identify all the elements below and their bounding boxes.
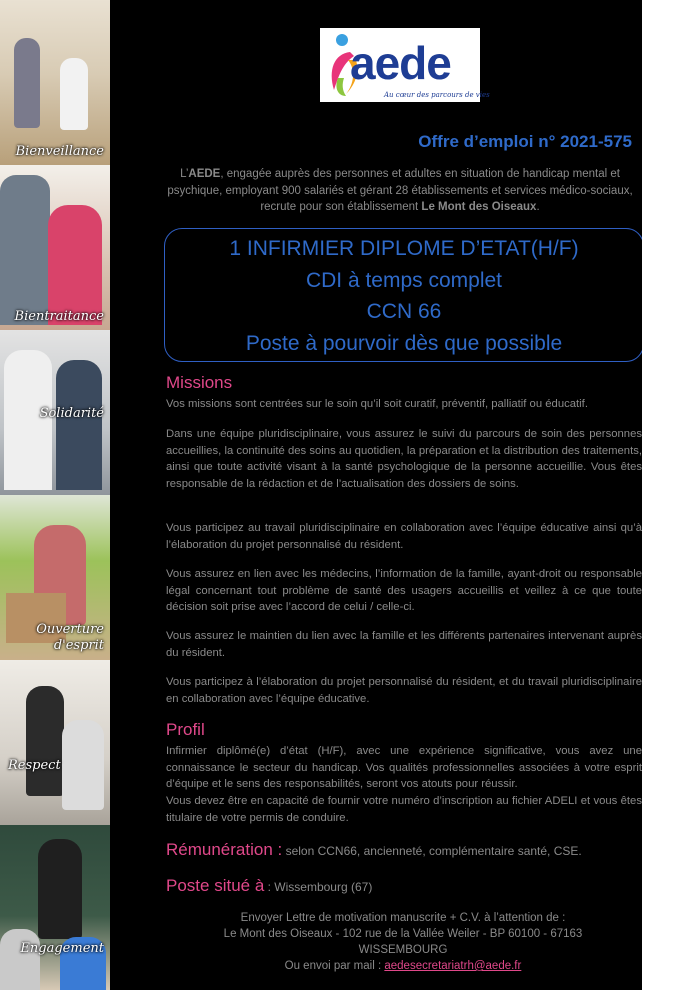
location-line — [166, 876, 372, 896]
establishment-name: Le Mont des Oiseaux — [421, 201, 537, 213]
tile-label: Solidarité — [39, 406, 104, 421]
photo-tile-bienveillance — [0, 0, 110, 165]
intro-part: . — [536, 201, 540, 213]
remuneration-line — [166, 840, 582, 860]
offer-number: Offre d’emploi n° 2021-575 — [418, 132, 632, 151]
email-link[interactable]: aedesecretariatrh@aede.fr — [384, 960, 522, 972]
job-convention: CCN 66 — [366, 300, 442, 323]
tile-label: Bientraitance — [14, 309, 104, 324]
missions-paragraph: Vous assurez en lien avec les médecins, l’information de la famille, ayant-droit ou responsable légal concernant tout problème de santé des usagers accueillis et veillez à ce que toute décision soit prise avec l’accord de celui / celle-ci. — [166, 568, 642, 613]
missions-paragraph: Vos missions sont centrées sur le soin qu’il soit curatif, préventif, palliatif ou éducatif. — [166, 398, 588, 410]
profil-paragraph: Vous devez être en capacité de fournir votre numéro d’inscription au fichier ADELI et vous êtes titulaire de votre permis de conduire. — [166, 795, 642, 824]
location-value: : Wissembourg (67) — [264, 880, 373, 894]
tile-label — [36, 622, 104, 654]
photo-person — [48, 205, 102, 325]
photo-person — [26, 686, 64, 796]
tile-label-line: d'esprit — [53, 638, 104, 653]
intro-part: L’ — [180, 168, 189, 180]
footer-line — [164, 958, 642, 974]
intro-text — [160, 166, 640, 216]
logo-tagline: Au cœur des parcours de vies — [384, 91, 490, 99]
tile-label-line: Ouverture — [36, 622, 104, 637]
missions-paragraph: Vous participez à l’élaboration du projet personnalisé du résident, et du travail pluridisciplinaire en collaboration avec l’équipe éducative. — [166, 676, 642, 705]
job-availability: Poste à pourvoir dès que possible — [245, 331, 563, 355]
footer-line: Envoyer Lettre de motivation manuscrite + C.V. à l’attention de : — [240, 912, 566, 924]
photo-person — [0, 929, 40, 990]
photo-person — [56, 360, 102, 490]
photo-person — [60, 58, 88, 130]
photo-person — [38, 839, 82, 939]
tile-label: Respect — [8, 758, 61, 773]
photo-tile-bientraitance — [0, 165, 110, 330]
photo-sidebar — [0, 0, 110, 990]
photo-person — [62, 720, 104, 810]
application-instructions — [164, 910, 642, 974]
job-contract: CDI à temps complet — [305, 268, 503, 292]
remuneration-value: selon CCN66, ancienneté, complémentaire santé, CSE. — [282, 844, 582, 858]
missions-paragraph: Vous assurez le maintien du lien avec la famille et les différents partenaires intervenant auprès du résident. — [166, 630, 642, 659]
missions-paragraph: Dans une équipe pluridisciplinaire, vous assurez le suivi du parcours de soin des personnes accueillies, la continuité des soins au quotidien, la préparation et la distribution des traitements, ainsi que toute activité visant à la santé psychologique de la personne accueillie. Vous êtes responsable de la rédaction et de l’actualisation des dossiers de soins. — [166, 428, 642, 490]
footer-line: WISSEMBOURG — [358, 944, 448, 956]
footer-line: Le Mont des Oiseaux - 102 rue de la Vallée Weiler - BP 60100 - 67163 — [223, 928, 583, 940]
job-title: 1 INFIRMIER DIPLOME D’ETAT(H/F) — [229, 237, 579, 260]
tile-label: Engagement — [20, 941, 104, 956]
footer-mail-prefix: Ou envoi par mail : — [284, 960, 385, 972]
location-label: Poste situé à — [166, 876, 265, 895]
photo-tile-engagement — [0, 825, 110, 990]
job-offer-panel — [110, 0, 642, 990]
organization-name: AEDE — [188, 168, 221, 180]
job-title-box — [164, 228, 644, 362]
missions-paragraph: Vous participez au travail pluridisciplinaire en collaboration avec l’équipe éducative ainsi qu’à l’élaboration du projet personnalisé du résident. — [166, 522, 642, 551]
photo-tile-respect — [0, 660, 110, 825]
photo-tile-solidarite — [0, 330, 110, 495]
intro-part: , engagée auprès des personnes et adultes en situation de handicap mental et psychique, employant 900 salariés et gérant 28 établissements et services médico-sociaux, recrute pour son établissement — [167, 168, 633, 213]
aede-logo — [320, 28, 490, 102]
tile-label: Bienveillance — [15, 144, 104, 159]
missions-title: Missions — [166, 373, 233, 392]
logo-wordmark: aede — [350, 37, 451, 89]
profil-title: Profil — [166, 720, 205, 739]
page-margin — [642, 0, 700, 990]
photo-person — [0, 175, 50, 325]
profil-paragraph: Infirmier diplômé(e) d’état (H/F), avec une expérience significative, vous avez une connaissance le secteur du handicap. Vos qualités professionnelles associées à votre esprit d’équipe et le sens des responsabilités, seront vos atouts pour réussir. — [166, 745, 642, 790]
photo-tile-ouverture — [0, 495, 110, 660]
photo-person — [14, 38, 40, 128]
remuneration-label: Rémunération : — [166, 840, 283, 859]
